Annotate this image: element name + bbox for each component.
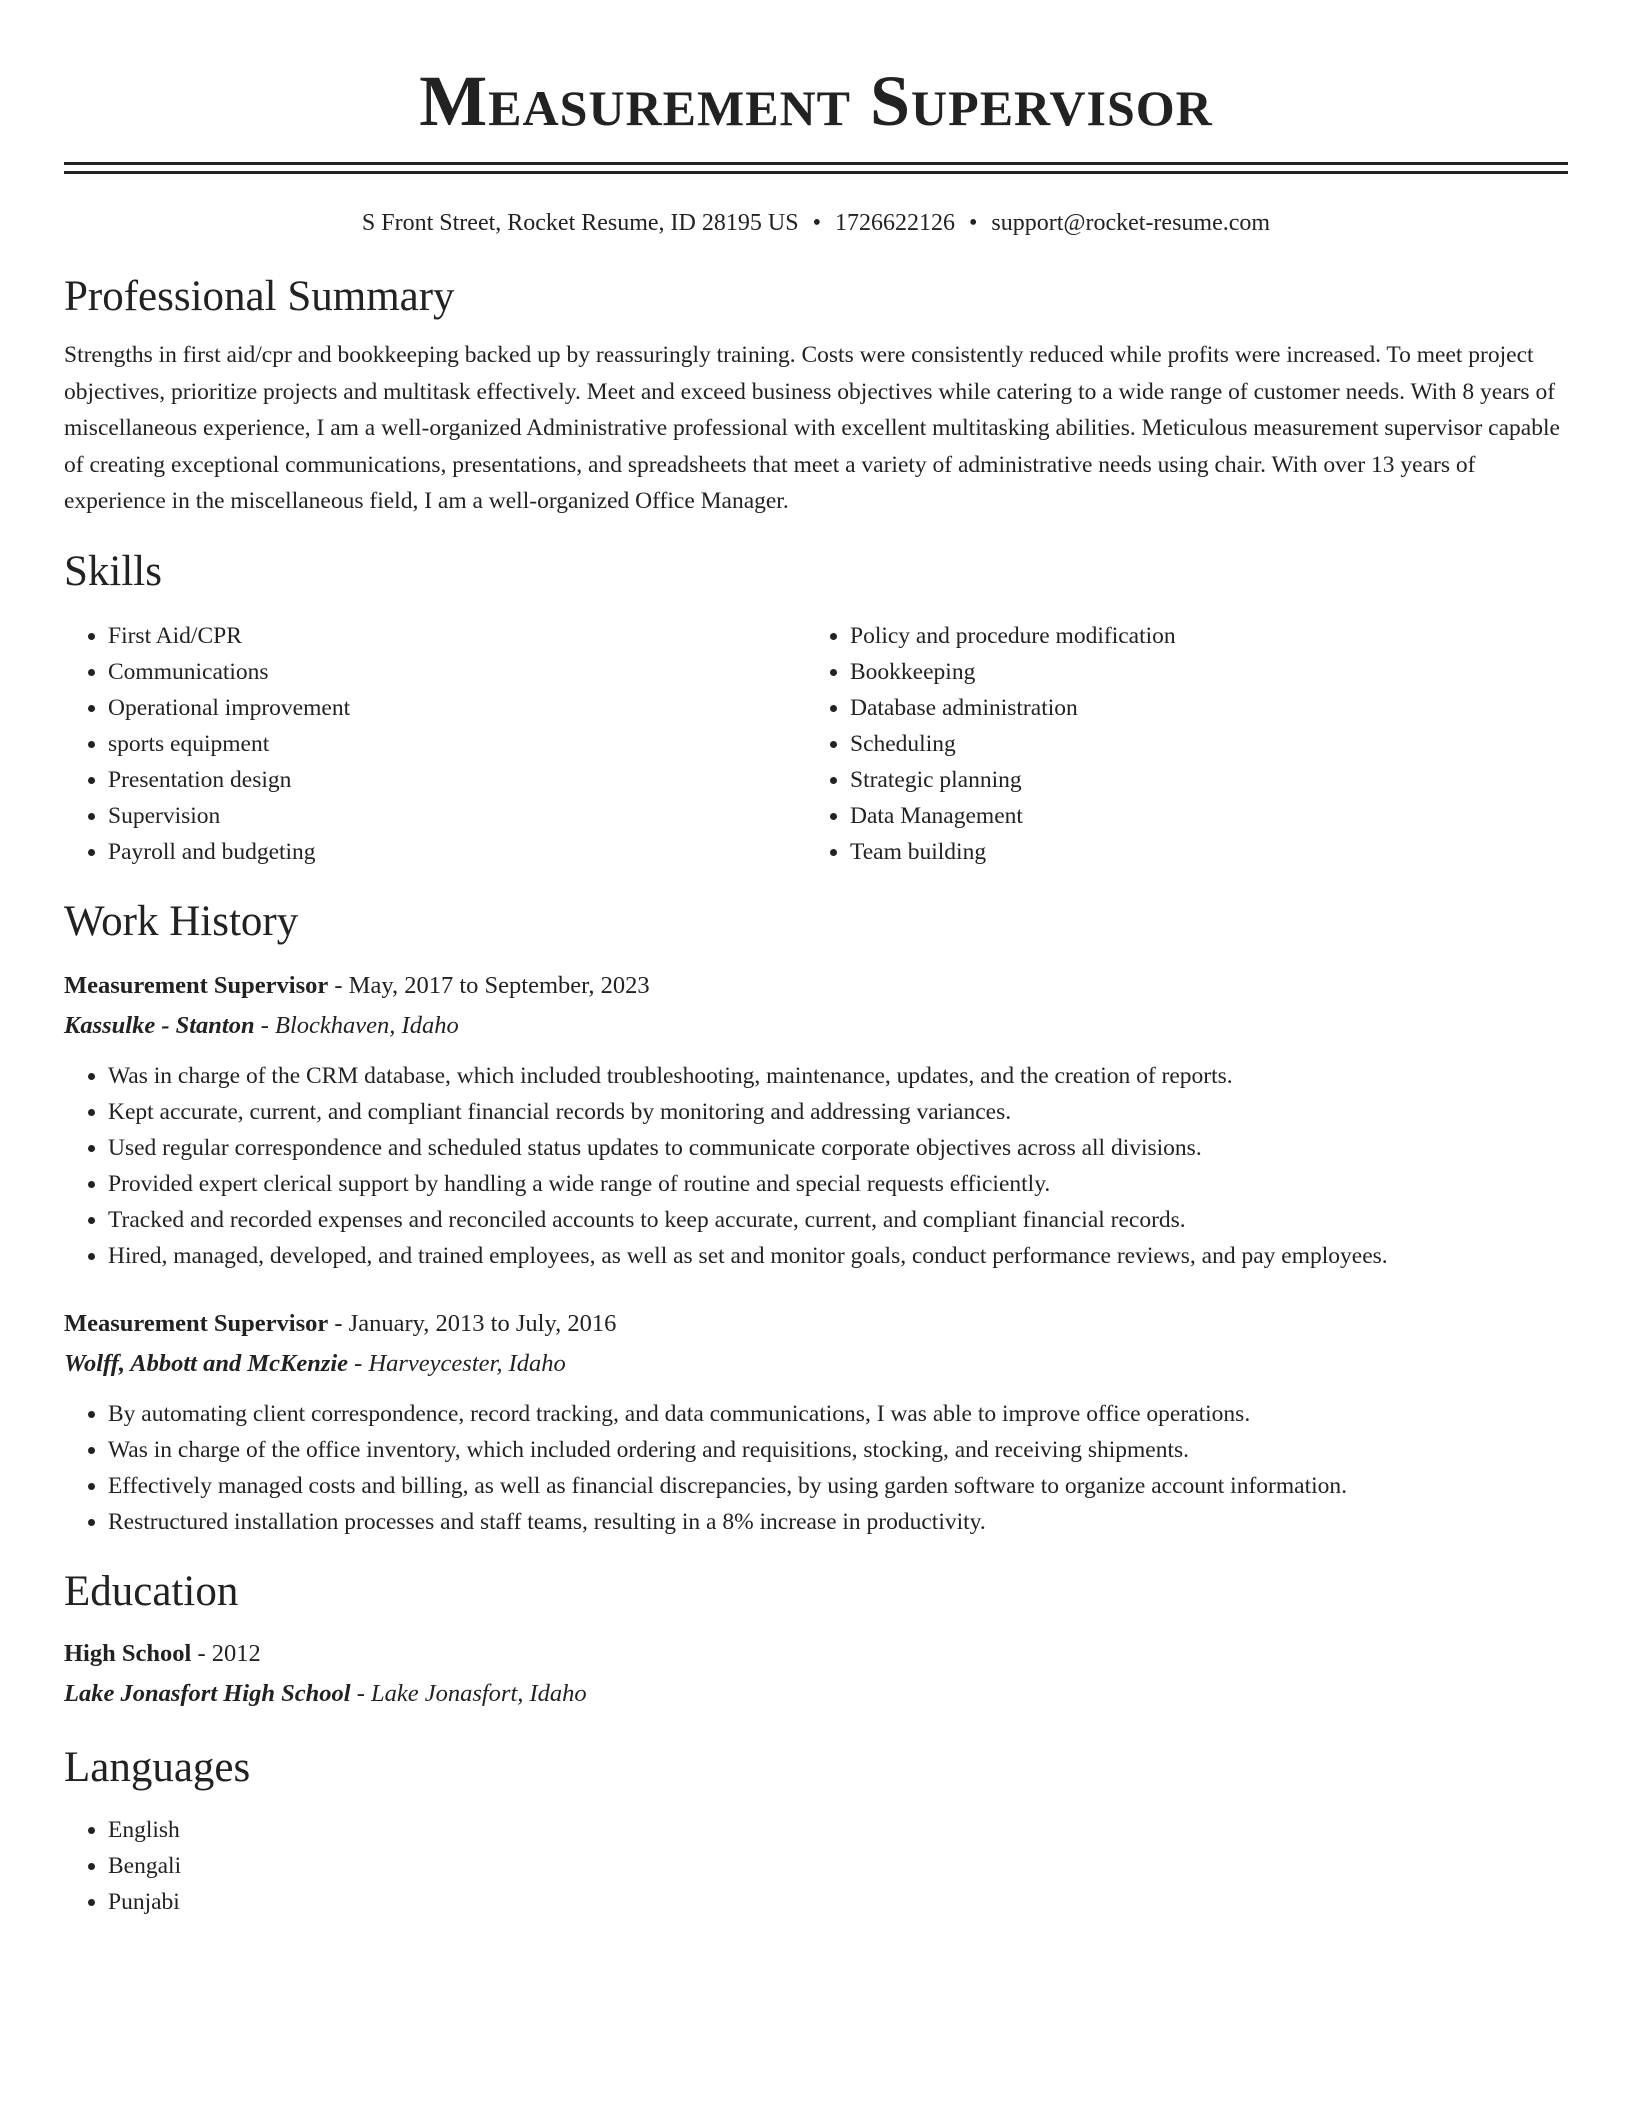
job-duty: • Provided expert clerical support by handling a wide range of routine and special requests efficiently. xyxy=(108,1166,1568,1202)
education-location: - Lake Jonasfort, Idaho xyxy=(350,1679,587,1707)
skill-item: • Payroll and budgeting xyxy=(108,834,806,870)
job-duty: • By automating client correspondence, record tracking, and data communications, I was able to improve office operations. xyxy=(108,1396,1568,1432)
job-duty: • Used regular correspondence and scheduled status updates to communicate corporate objectives across all divisions. xyxy=(108,1130,1568,1166)
languages-heading: Languages xyxy=(64,1743,251,1791)
summary-heading: Professional Summary xyxy=(64,273,455,320)
job-duty: • Restructured installation processes and staff teams, resulting in a 8% increase in productivity. xyxy=(108,1504,1568,1540)
skill-item: • Presentation design xyxy=(108,762,806,798)
work-history-heading: Work History xyxy=(64,897,299,945)
skill-item: • Supervision xyxy=(108,798,806,834)
job-duties xyxy=(64,1058,1568,1274)
header-divider-top xyxy=(64,162,1568,165)
job-title-line xyxy=(64,966,1568,1006)
contact-separator: • xyxy=(968,210,978,236)
language-item: • English xyxy=(108,1812,1568,1848)
job-dates: - January, 2013 to July, 2016 xyxy=(328,1309,617,1337)
job-duty: • Was in charge of the CRM database, which included troubleshooting, maintenance, updates, and the creation of reports. xyxy=(108,1058,1568,1094)
language-item: • Bengali xyxy=(108,1848,1568,1884)
job-duty: • Kept accurate, current, and compliant financial records by monitoring and addressing variances. xyxy=(108,1094,1568,1130)
contact-phone: 1726622126 xyxy=(834,210,955,236)
contact-separator: • xyxy=(812,210,821,236)
job-dates: - May, 2017 to September, 2023 xyxy=(328,971,650,999)
education-year: - 2012 xyxy=(191,1639,261,1667)
education-degree-line xyxy=(64,1634,1568,1674)
skill-item: • Operational improvement xyxy=(108,690,806,726)
job-company: Wolff, Abbott and McKenzie xyxy=(64,1349,349,1377)
job-entry xyxy=(64,1304,1568,1540)
contact-address: S Front Street, Rocket Resume, ID 28195 US xyxy=(361,210,799,236)
skill-item: • Data Management xyxy=(850,798,1548,834)
skill-item: • Scheduling xyxy=(850,726,1548,762)
job-duty: • Hired, managed, developed, and trained employees, as well as set and monitor goals, conduct performance reviews, and pay employees. xyxy=(108,1238,1568,1274)
education-heading: Education xyxy=(64,1567,239,1615)
job-role: Measurement Supervisor xyxy=(64,1309,329,1337)
header-divider-bottom xyxy=(64,171,1568,174)
skills-heading: Skills xyxy=(64,547,162,595)
skills-column-right xyxy=(806,618,1548,870)
skill-item: • Policy and procedure modification xyxy=(850,618,1548,654)
language-item: • Punjabi xyxy=(108,1884,1568,1920)
skill-item: • Strategic planning xyxy=(850,762,1548,798)
skill-item: • sports equipment xyxy=(108,726,806,762)
skill-item: • Team building xyxy=(850,834,1548,870)
job-location: - Blockhaven, Idaho xyxy=(254,1011,459,1039)
job-entry xyxy=(64,966,1568,1274)
education-school: Lake Jonasfort High School xyxy=(64,1679,351,1707)
skill-item: • Database administration xyxy=(850,690,1548,726)
summary-text: Strengths in first aid/cpr and bookkeeping backed up by reassuringly training. Costs were consistently reduced while profits were increased. To meet project objectives, prioritize projects and multitask effectively. Meet and exceed business objectives while catering to a wide range of customer needs. With 8 years of miscellaneous experience, I am a well-organized Administrative professional with excellent multitasking abilities. Meticulous measurement supervisor capable of creating exceptional communications, presentations, and spreadsheets that meet a variety of administrative needs using chair. With over 13 years of experience in the miscellaneous field, I am a well-organized Office Manager. xyxy=(64,342,1560,514)
skills-column-left xyxy=(64,618,806,870)
skill-item: • Bookkeeping xyxy=(850,654,1548,690)
job-duty: • Was in charge of the office inventory, which included ordering and requisitions, stocking, and receiving shipments. xyxy=(108,1432,1568,1468)
job-company: Kassulke - Stanton xyxy=(64,1011,255,1039)
job-role: Measurement Supervisor xyxy=(64,971,329,999)
job-company-line xyxy=(64,1344,1568,1384)
education-degree: High School xyxy=(64,1639,192,1667)
education-school-line xyxy=(64,1674,1568,1714)
skills-list xyxy=(64,618,1568,870)
candidate-name: Measurement Supervisor xyxy=(419,61,1213,141)
languages-list xyxy=(64,1812,1568,1920)
job-location: - Harveycester, Idaho xyxy=(348,1349,566,1377)
contact-email: support@rocket-resume.com xyxy=(991,210,1271,236)
skill-item: • Communications xyxy=(108,654,806,690)
job-company-line xyxy=(64,1006,1568,1046)
job-duties xyxy=(64,1396,1568,1540)
skill-item: • First Aid/CPR xyxy=(108,618,806,654)
contact-line xyxy=(64,208,1568,238)
job-duty: • Tracked and recorded expenses and reconciled accounts to keep accurate, current, and compliant financial records. xyxy=(108,1202,1568,1238)
job-duty: • Effectively managed costs and billing, as well as financial discrepancies, by using garden software to organize account information. xyxy=(108,1468,1568,1504)
job-title-line xyxy=(64,1304,1568,1344)
